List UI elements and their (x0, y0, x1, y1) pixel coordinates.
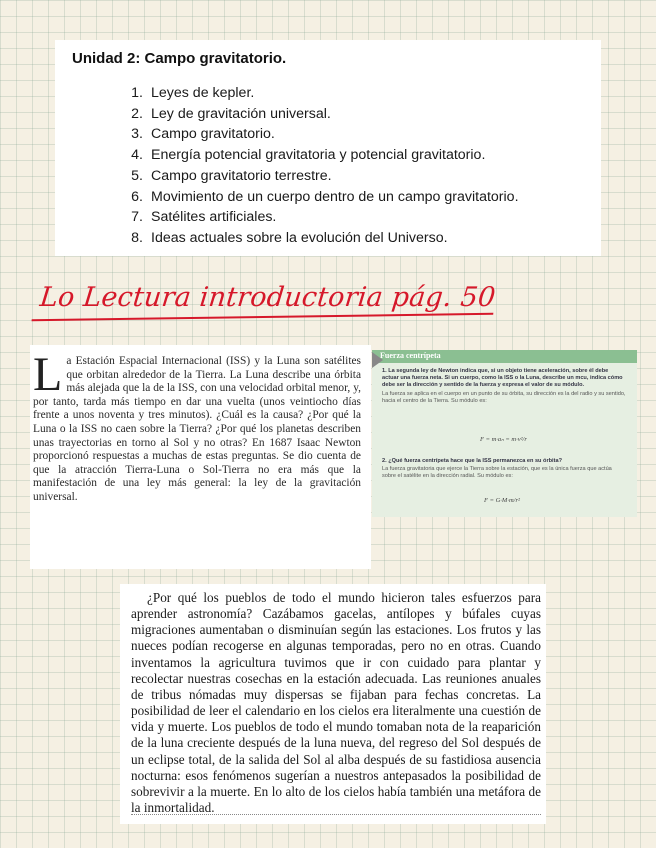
lectura-paragraph: ¿Por qué los pueblos de todo el mundo hicieron tales esfuerzos para aprender astronomía? Cazábamos gacelas, antílopes y búfales cuyas migraciones aumentaban o disminuían según las estaciones. Los frutos y las nueces podían recogerse en algunas temporadas, pero no en otras. Cuando inventamos la agricultura tuvimos que ir con cuidado para plantar y recolectar nuestras cosechas en la estación adecuada. Las reuniones anuales de tribus nómadas muy dispersas se fijaban para fechas concretas. La posibilidad de leer el calendario en los cielos era literalmente una cuestión de vida y muerte. Los pueblos de todo el mundo tomaban nota de la reaparición de la luna creciente después de la luna nueva, del regreso del Sol después de un eclipse total, de la salida del Sol al alba después de su fastidiosa ausencia nocturna: esos fenómenos sugerían a nuestros antepasados la posibilidad de sobrevivir a la muerte. En lo alto de los cielos había también una metáfora de la inmortalidad. (131, 590, 541, 816)
topic-item: 5. Campo gravitatorio terrestre. (131, 167, 332, 184)
question-2: 2. ¿Qué fuerza centrípeta hace que la ISS permanezca en su órbita? La fuerza gravitatoria que ejerce la Tierra sobre la estación, que es la única fuerza que actúa sobre el satélite en la dirección radial. Su módulo es: (382, 458, 626, 481)
drop-cap: L (33, 348, 63, 401)
box-header: Fuerza centrípeta (372, 350, 637, 363)
question-1: 1. La segunda ley de Newton indica que, si un objeto tiene aceleración, sobre él debe actuar una fuerza neta. Si un cuerpo, como la ISS o la Luna, describe un mcu, indica cómo debe ser la dirección y sentido de la fuerza y expresa el valor de su módulo. La fuerza se aplica en el cuerpo en un punto de su órbita, su dirección es la del radio y su sentido, hacia el centro de la Tierra. Su módulo es: (382, 368, 626, 404)
topic-item: 4. Energía potencial gravitatoria y potencial gravitatorio. (131, 147, 486, 164)
topic-item: 3. Campo gravitatorio. (131, 126, 275, 143)
fuerza-centripeta-box (372, 350, 637, 517)
topic-item: 7. Satélites artificiales. (131, 209, 277, 226)
formula-2: F = G·M·m/r² (484, 497, 520, 504)
topic-item: 8. Ideas actuales sobre la evolución del Universo. (131, 229, 448, 246)
intro-text-card (30, 345, 371, 569)
arrow-icon (372, 352, 383, 368)
formula-1: F = m·aₙ = m·v²/r (480, 436, 527, 443)
cut-line (131, 814, 541, 821)
lectura-card (120, 584, 546, 824)
topic-item: 6. Movimiento de un cuerpo dentro de un campo gravitatorio. (131, 188, 519, 205)
answer-2: La fuerza gravitatoria que ejerce la Tierra sobre la estación, que es la única fuerza que actúa sobre el satélite en la dirección radial. Su módulo es: (382, 466, 612, 480)
unit-title: Unidad 2: Campo gravitatorio. (72, 50, 287, 67)
unit-card (55, 40, 601, 256)
topic-list (117, 83, 519, 249)
answer-1: La fuerza se aplica en el cuerpo en un punto de su órbita, su dirección es la del radio y su sentido, hacia el centro de la Tierra. Su módulo es: (382, 390, 626, 404)
intro-paragraph: La Estación Espacial Internacional (ISS) y la Luna son satélites que orbitan alrededor de la Tierra. La Luna describe una órbita más alejada que la de la ISS, con una velocidad orbital menor, y, por tanto, tarda más tiempo en dar una vuelta (unos veintiocho días frente a unos noventa y tres minutos). ¿Cuál es la causa? ¿Por qué la Luna o la ISS no caen sobre la Tierra? ¿Por qué los planetas describen unas trayectorias en torno al Sol y no otras? En 1687 Isaac Newton proporcionó respuestas a muchas de estas preguntas. Se dio cuenta de que la atracción Tierra-Luna o Sol-Tierra no era más que la manifestación de una ley más general: la ley de la gravitación universal. (33, 348, 361, 503)
handwritten-heading: Lo Lectura introductoria pág. 50 (38, 282, 497, 313)
topic-item: 1. Leyes de kepler. (131, 85, 255, 101)
topic-item: 2. Ley de gravitación universal. (131, 105, 331, 122)
